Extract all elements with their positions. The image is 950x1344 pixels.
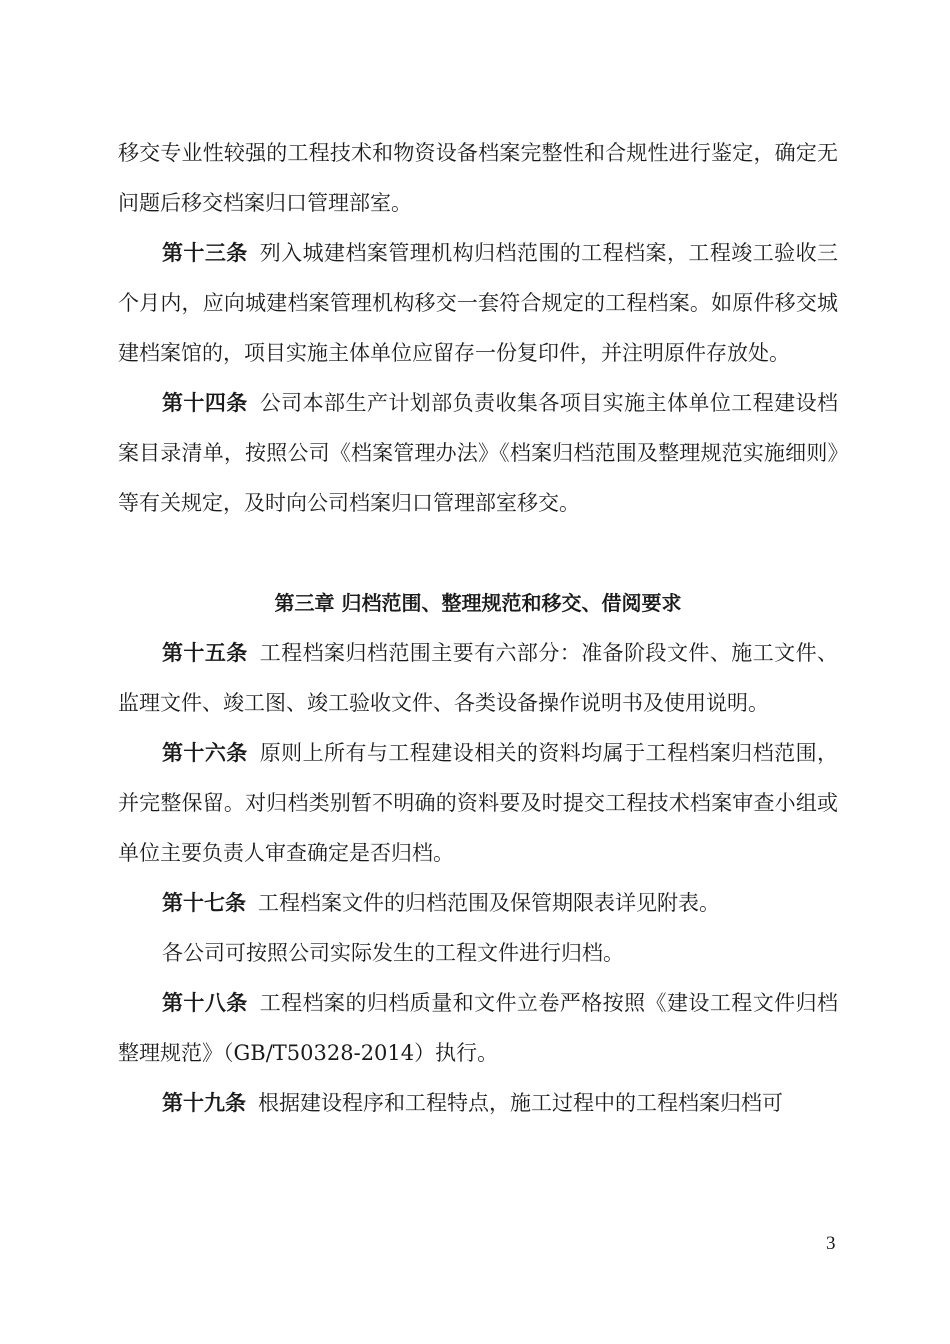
note-paragraph: 各公司可按照公司实际发生的工程文件进行归档。 [162,941,624,965]
article-19 [118,1078,838,1128]
article-text: 工程档案归档范围主要有六部分：准备阶段文件、施工文件、监理文件、竣工图、竣工验收文件、各类设备操作说明书及使用说明。 [118,641,838,715]
article-14 [118,378,838,528]
article-13 [118,228,838,378]
document-body [118,128,838,1128]
article-15 [118,628,838,728]
article-text: 工程档案的归档质量和文件立卷严格按照《建设工程文件归档整理规范》（GB/T50328-2014）执行。 [118,991,838,1065]
article-16 [118,728,838,878]
article-label: 第十六条 [162,740,248,765]
article-text: 原则上所有与工程建设相关的资料均属于工程档案归档范围，并完整保留。对归档类别暂不明确的资料要及时提交工程技术档案审查小组或单位主要负责人审查确定是否归档。 [118,741,838,865]
article-text: 根据建设程序和工程特点，施工过程中的工程档案归档可 [258,1091,783,1115]
article-text: 公司本部生产计划部负责收集各项目实施主体单位工程建设档案目录清单，按照公司《档案管理办法》《档案归档范围及整理规范实施细则》等有关规定，及时向公司档案归口管理部室移交。 [118,391,838,515]
article-text: 工程档案文件的归档范围及保管期限表详见附表。 [258,891,720,915]
continuation-paragraph: 移交专业性较强的工程技术和物资设备档案完整性和合规性进行鉴定，确定无问题后移交档案归口管理部室。 [118,141,838,215]
article-label: 第十七条 [162,890,246,915]
page-number: 3 [826,1233,836,1254]
article-label: 第十三条 [162,240,248,265]
chapter-heading: 第三章 归档范围、整理规范和移交、借阅要求 [274,591,682,615]
article-label: 第十九条 [162,1090,246,1115]
article-label: 第十四条 [162,390,248,415]
section-spacer [118,528,838,578]
article-label: 第十五条 [162,640,248,665]
article-17 [118,878,838,928]
article-label: 第十八条 [162,990,248,1015]
article-18 [118,978,838,1078]
article-text: 列入城建档案管理机构归档范围的工程档案，工程竣工验收三个月内，应向城建档案管理机构移交一套符合规定的工程档案。如原件移交城建档案馆的，项目实施主体单位应留存一份复印件，并注明原件存放处。 [118,241,838,365]
